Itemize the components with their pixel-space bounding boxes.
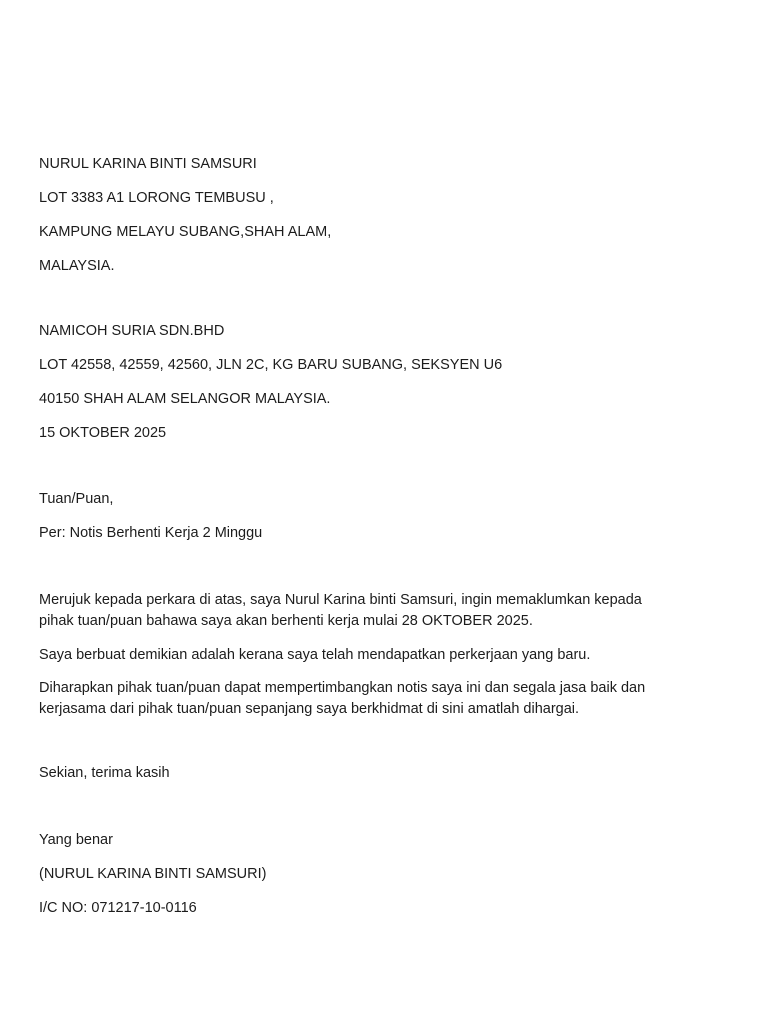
closing-line: Sekian, terima kasih	[39, 765, 170, 781]
sender-address-line-1: LOT 3383 A1 LORONG TEMBUSU ,	[39, 190, 274, 206]
sender-name: NURUL KARINA BINTI SAMSURI	[39, 156, 257, 172]
body-paragraph-1	[39, 590, 729, 632]
signoff-label: Yang benar	[39, 832, 113, 848]
recipient-company: NAMICOH SURIA SDN.BHD	[39, 323, 225, 339]
signoff-name: (NURUL KARINA BINTI SAMSURI)	[39, 866, 267, 882]
letter-date: 15 OKTOBER 2025	[39, 425, 167, 441]
recipient-address-line-2: 40150 SHAH ALAM SELANGOR MALAYSIA.	[39, 391, 331, 407]
body-paragraph-2-line-1: Saya berbuat demikian adalah kerana saya telah mendapatkan perkerjaan yang baru.	[39, 647, 591, 663]
sender-address-line-3: MALAYSIA.	[39, 258, 115, 274]
salutation: Tuan/Puan,	[39, 491, 114, 507]
body-paragraph-3-line-2: kerjasama dari pihak tuan/puan sepanjang saya berkhidmat di sini amatlah dihargai.	[39, 701, 580, 717]
ic-number: I/C NO: 071217-10-0116	[39, 900, 197, 916]
recipient-address-line-1: LOT 42558, 42559, 42560, JLN 2C, KG BARU SUBANG, SEKSYEN U6	[39, 357, 503, 373]
body-paragraph-3	[39, 678, 729, 720]
sender-address-line-2: KAMPUNG MELAYU SUBANG,SHAH ALAM,	[39, 224, 332, 240]
body-paragraph-3-line-1: Diharapkan pihak tuan/puan dapat mempertimbangkan notis saya ini dan segala jasa baik dan	[39, 680, 646, 696]
body-paragraph-1-line-1: Merujuk kepada perkara di atas, saya Nurul Karina binti Samsuri, ingin memaklumkan kepada	[39, 592, 642, 608]
body-paragraph-2	[39, 645, 729, 666]
subject-line: Per: Notis Berhenti Kerja 2 Minggu	[39, 525, 263, 541]
body-paragraph-1-line-2: pihak tuan/puan bahawa saya akan berhenti kerja mulai 28 OKTOBER 2025.	[39, 613, 533, 629]
